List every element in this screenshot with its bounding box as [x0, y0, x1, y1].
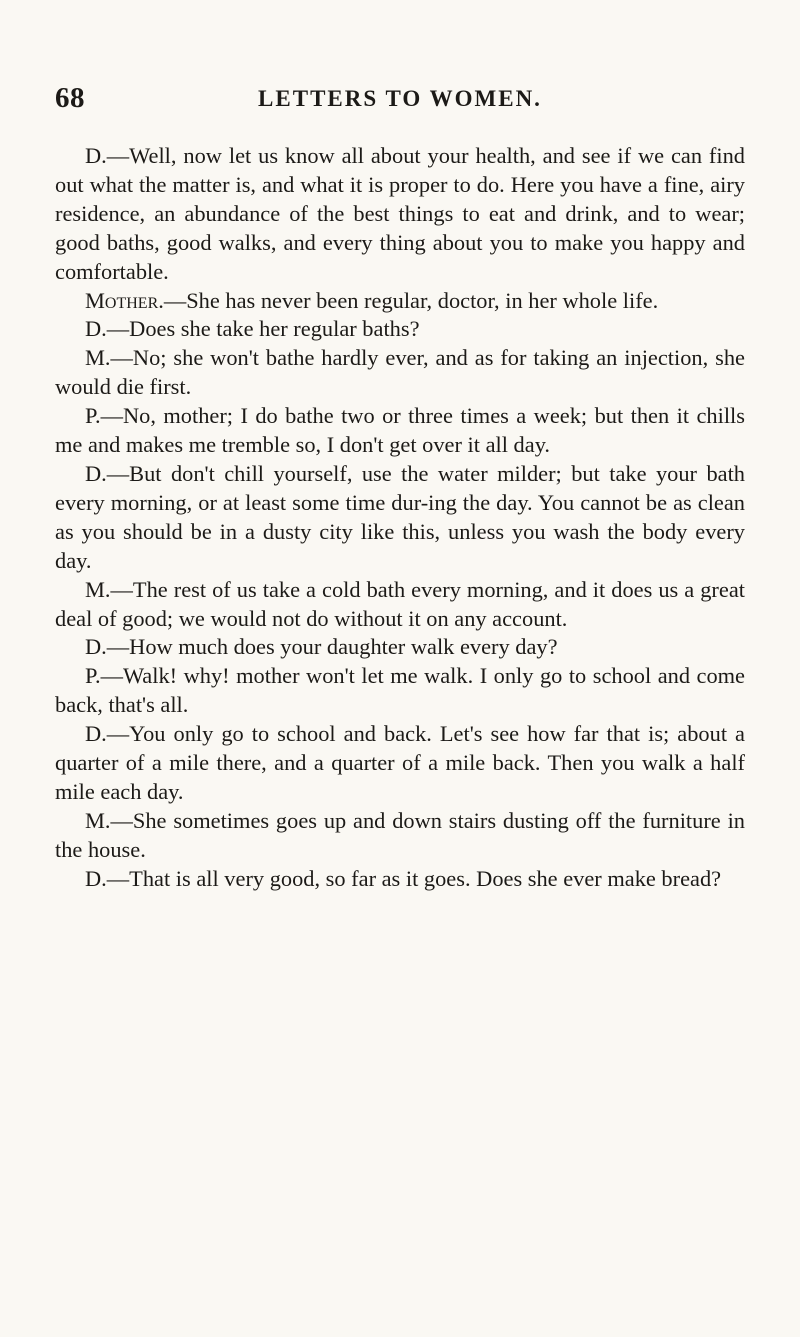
paragraph-text: —Well, now let us know all about your health, and see if we can find out what the matter is, and what it is proper to do. Here you have a fine, airy residence, an abundance of the best things to eat and drink, and to wear; good baths, good walks, and every thing about you to make you happy and comfortable.	[55, 143, 745, 284]
speaker-label: Mother.	[85, 287, 164, 313]
speaker-label: D.	[85, 143, 107, 168]
speaker-label: D.	[85, 460, 107, 486]
speaker-label: D.	[85, 865, 107, 891]
dialogue-paragraph	[55, 720, 745, 807]
page-number: 68	[55, 82, 85, 114]
speaker-label: M.	[85, 345, 111, 371]
paragraph-text: —But don't chill yourself, use the water milder; but take your bath every morning, or at least some time dur-ing the day. You cannot be as clean as you should be in a dusty city like this, unless you wash the body every day.	[55, 460, 745, 573]
paragraph-text: —You only go to school and back. Let's see how far that is; about a quarter of a mile there, and a quarter of a mile back. Then you walk a half mile each day.	[55, 721, 745, 804]
speaker-label: D.	[85, 316, 107, 342]
dialogue-paragraph	[55, 865, 745, 894]
paragraph-text: —The rest of us take a cold bath every morning, and it does us a great deal of good; we would not do without it on any account.	[55, 576, 745, 631]
dialogue-paragraph	[55, 142, 745, 287]
dialogue-paragraph	[55, 807, 745, 865]
paragraph-text: —Walk! why! mother won't let me walk. I only go to school and come back, that's all.	[55, 663, 745, 718]
page-header	[55, 80, 745, 116]
paragraph-text: —She sometimes goes up and down stairs dusting off the furniture in the house.	[55, 807, 745, 862]
paragraph-text: —How much does your daughter walk every day?	[106, 634, 558, 660]
dialogue-paragraph	[55, 460, 745, 576]
dialogue-paragraph	[55, 344, 745, 402]
speaker-label: P.	[85, 403, 101, 429]
page-body	[55, 142, 745, 894]
dialogue-paragraph	[55, 315, 745, 344]
dialogue-paragraph	[55, 662, 745, 720]
paragraph-text: —Does she take her regular baths?	[106, 316, 420, 342]
paragraph-text: —That is all very good, so far as it goes. Does she ever make bread?	[106, 865, 722, 891]
dialogue-paragraph	[55, 576, 745, 634]
dialogue-paragraph	[55, 287, 745, 316]
speaker-label: D.	[85, 634, 107, 660]
running-title: LETTERS TO WOMEN.	[258, 86, 542, 111]
speaker-label: M.	[85, 576, 111, 602]
dialogue-paragraph	[55, 633, 745, 662]
speaker-label: P.	[85, 663, 101, 689]
paragraph-text: —No; she won't bathe hardly ever, and as for taking an injection, she would die first.	[55, 345, 745, 400]
paragraph-text: —She has never been regular, doctor, in her whole life.	[163, 287, 659, 313]
speaker-label: M.	[85, 807, 111, 833]
paragraph-text: —No, mother; I do bathe two or three times a week; but then it chills me and makes me tremble so, I don't get over it all day.	[55, 403, 745, 458]
speaker-label: D.	[85, 721, 107, 747]
dialogue-paragraph	[55, 402, 745, 460]
